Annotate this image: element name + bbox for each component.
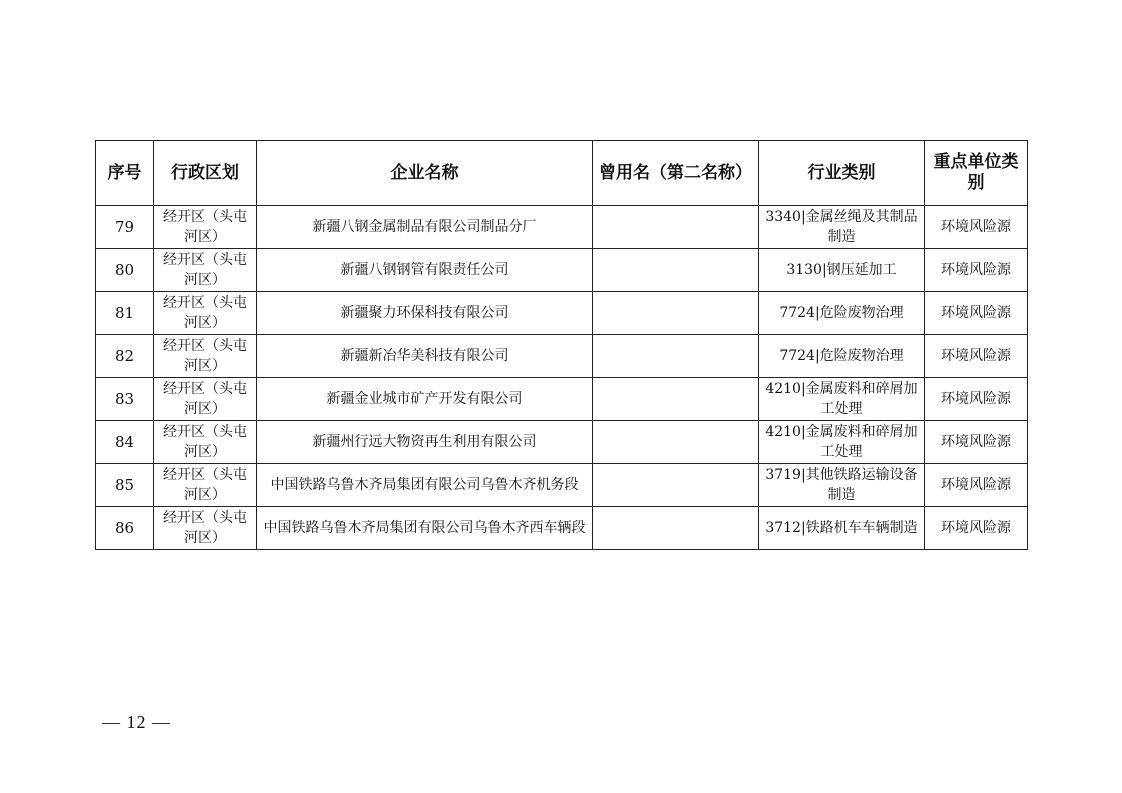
cell-former-name xyxy=(593,421,759,464)
cell-former-name xyxy=(593,292,759,335)
cell-district: 经开区（头屯河区） xyxy=(154,249,257,292)
cell-company: 新疆新冶华美科技有限公司 xyxy=(257,335,593,378)
cell-former-name xyxy=(593,507,759,550)
cell-district: 经开区（头屯河区） xyxy=(154,378,257,421)
cell-category: 环境风险源 xyxy=(925,249,1028,292)
header-company: 企业名称 xyxy=(257,141,593,206)
cell-category: 环境风险源 xyxy=(925,206,1028,249)
cell-district: 经开区（头屯河区） xyxy=(154,292,257,335)
cell-former-name xyxy=(593,206,759,249)
enterprise-table xyxy=(95,140,1028,550)
cell-industry: 4210|金属废料和碎屑加工处理 xyxy=(759,378,925,421)
cell-former-name xyxy=(593,378,759,421)
cell-industry: 3130|钢压延加工 xyxy=(759,249,925,292)
page-number: — 12 — xyxy=(102,712,171,732)
table-row xyxy=(96,206,1028,249)
cell-category: 环境风险源 xyxy=(925,378,1028,421)
cell-industry: 4210|金属废料和碎屑加工处理 xyxy=(759,421,925,464)
header-category: 重点单位类别 xyxy=(925,141,1028,206)
cell-company: 新疆金业城市矿产开发有限公司 xyxy=(257,378,593,421)
cell-industry: 7724|危险废物治理 xyxy=(759,335,925,378)
table-row xyxy=(96,421,1028,464)
cell-industry: 7724|危险废物治理 xyxy=(759,292,925,335)
cell-industry: 3340|金属丝绳及其制品制造 xyxy=(759,206,925,249)
cell-district: 经开区（头屯河区） xyxy=(154,206,257,249)
cell-company: 中国铁路乌鲁木齐局集团有限公司乌鲁木齐西车辆段 xyxy=(257,507,593,550)
table-header-row xyxy=(96,141,1028,206)
cell-category: 环境风险源 xyxy=(925,464,1028,507)
cell-seq: 82 xyxy=(96,335,154,378)
cell-company: 新疆八钢金属制品有限公司制品分厂 xyxy=(257,206,593,249)
cell-company: 新疆州行远大物资再生利用有限公司 xyxy=(257,421,593,464)
cell-seq: 83 xyxy=(96,378,154,421)
cell-seq: 85 xyxy=(96,464,154,507)
table-row xyxy=(96,249,1028,292)
table-row xyxy=(96,507,1028,550)
cell-district: 经开区（头屯河区） xyxy=(154,507,257,550)
cell-category: 环境风险源 xyxy=(925,507,1028,550)
cell-seq: 86 xyxy=(96,507,154,550)
cell-company: 新疆八钢钢管有限责任公司 xyxy=(257,249,593,292)
cell-industry: 3712|铁路机车车辆制造 xyxy=(759,507,925,550)
cell-company: 中国铁路乌鲁木齐局集团有限公司乌鲁木齐机务段 xyxy=(257,464,593,507)
cell-district: 经开区（头屯河区） xyxy=(154,464,257,507)
cell-seq: 84 xyxy=(96,421,154,464)
cell-company: 新疆聚力环保科技有限公司 xyxy=(257,292,593,335)
header-district: 行政区划 xyxy=(154,141,257,206)
table-row xyxy=(96,464,1028,507)
table-row xyxy=(96,292,1028,335)
table-row xyxy=(96,335,1028,378)
cell-district: 经开区（头屯河区） xyxy=(154,421,257,464)
cell-seq: 79 xyxy=(96,206,154,249)
cell-former-name xyxy=(593,335,759,378)
header-seq: 序号 xyxy=(96,141,154,206)
cell-former-name xyxy=(593,249,759,292)
header-former-name: 曾用名（第二名称） xyxy=(593,141,759,206)
cell-industry: 3719|其他铁路运输设备制造 xyxy=(759,464,925,507)
cell-category: 环境风险源 xyxy=(925,421,1028,464)
cell-seq: 81 xyxy=(96,292,154,335)
cell-district: 经开区（头屯河区） xyxy=(154,335,257,378)
cell-category: 环境风险源 xyxy=(925,335,1028,378)
cell-category: 环境风险源 xyxy=(925,292,1028,335)
cell-seq: 80 xyxy=(96,249,154,292)
cell-former-name xyxy=(593,464,759,507)
table-row xyxy=(96,378,1028,421)
header-industry: 行业类别 xyxy=(759,141,925,206)
